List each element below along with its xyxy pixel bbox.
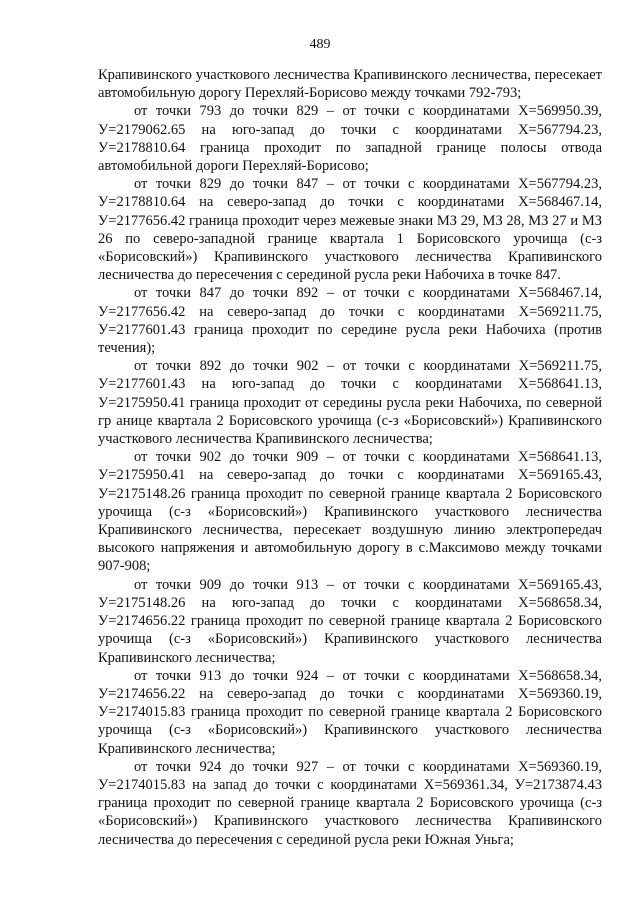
- paragraph: от точки 892 до точки 902 – от точки с координатами Х=569211.75, У=2177601.43 на юго-запад до точки с координатами Х=568641.13, У=2175950.41 граница проходит от середины русла реки Набочиха, по северной гр анице квартала 2 Борисовского урочища (с-з «Борисовский») Крапивинского участкового лесничества Крапивинского лесничества;: [98, 358, 602, 448]
- paragraph: от точки 913 до точки 924 – от точки с координатами Х=568658.34, У=2174656.22 на северо-запад до точки с координатами Х=569360.19, У=2174015.83 граница проходит по северной границе квартала 2 Борисовского урочища (с-з «Борисовский») Крапивинского участкового лесничества Крапивинского лесничества;: [98, 667, 602, 757]
- paragraph: от точки 902 до точки 909 – от точки с координатами Х=568641.13, У=2175950.41 на северо-запад до точки с координатами Х=569165.43, У=2175148.26 граница проходит по северной границе квартала 2 Борисовского урочища (с-з «Борисовский») Крапивинского участкового лесничества Крапивинского лесничества, пересекает воздушную линию электропередач высокого напряжения и автомобильную дорогу в с.Максимово между точками 907-908;: [98, 449, 602, 575]
- paragraph: от точки 924 до точки 927 – от точки с координатами Х=569360.19, У=2174015.83 на запад до точки с координатами Х=569361.34, У=2173874.43 граница проходит по северной границе квартала 2 Борисовского урочища (с-з «Борисовский») Крапивинского участкового лесничества Крапивинского лесничества до пересечения с серединой русла реки Южная Уньга;: [98, 758, 602, 848]
- paragraph: от точки 793 до точки 829 – от точки с координатами Х=569950.39, У=2179062.65 на юго-запад до точки с координатами Х=567794.23, У=2178810.64 граница проходит по западной границе полосы отвода автомобильной дороги Перехляй-Борисово;: [98, 103, 602, 175]
- page-number: 489: [309, 37, 331, 52]
- paragraph: от точки 847 до точки 892 – от точки с координатами Х=568467.14, У=2177656.42 на северо-запад до точки с координатами Х=569211.75, У=2177601.43 граница проходит по середине русла реки Набочиха (против течения);: [98, 285, 602, 357]
- paragraph: Крапивинского участкового лесничества Крапивинского лесничества, пересекает автомобильную дорогу Перехляй-Борисово между точками 792-793;: [98, 67, 602, 102]
- document-body: [98, 66, 602, 849]
- paragraph: от точки 909 до точки 913 – от точки с координатами Х=569165.43, У=2175148.26 на юго-запад до точки с координатами Х=568658.34, У=2174656.22 граница проходит по северной границе квартала 2 Борисовского урочища (с-з «Борисовский») Крапивинского участкового лесничества Крапивинского лесничества;: [98, 576, 602, 666]
- paragraph: от точки 829 до точки 847 – от точки с координатами Х=567794.23, У=2178810.64 на северо-запад до точки с координатами Х=568467.14, У=2177656.42 граница проходит через межевые знаки МЗ 29, МЗ 28, МЗ 27 и МЗ 26 по северо-западной границе квартала 1 Борисовского урочища (с-з «Борисовский») Крапивинского участкового лесничества Крапивинского лесничества до пересечения с серединой русла реки Набочиха в точке 847.: [98, 176, 602, 284]
